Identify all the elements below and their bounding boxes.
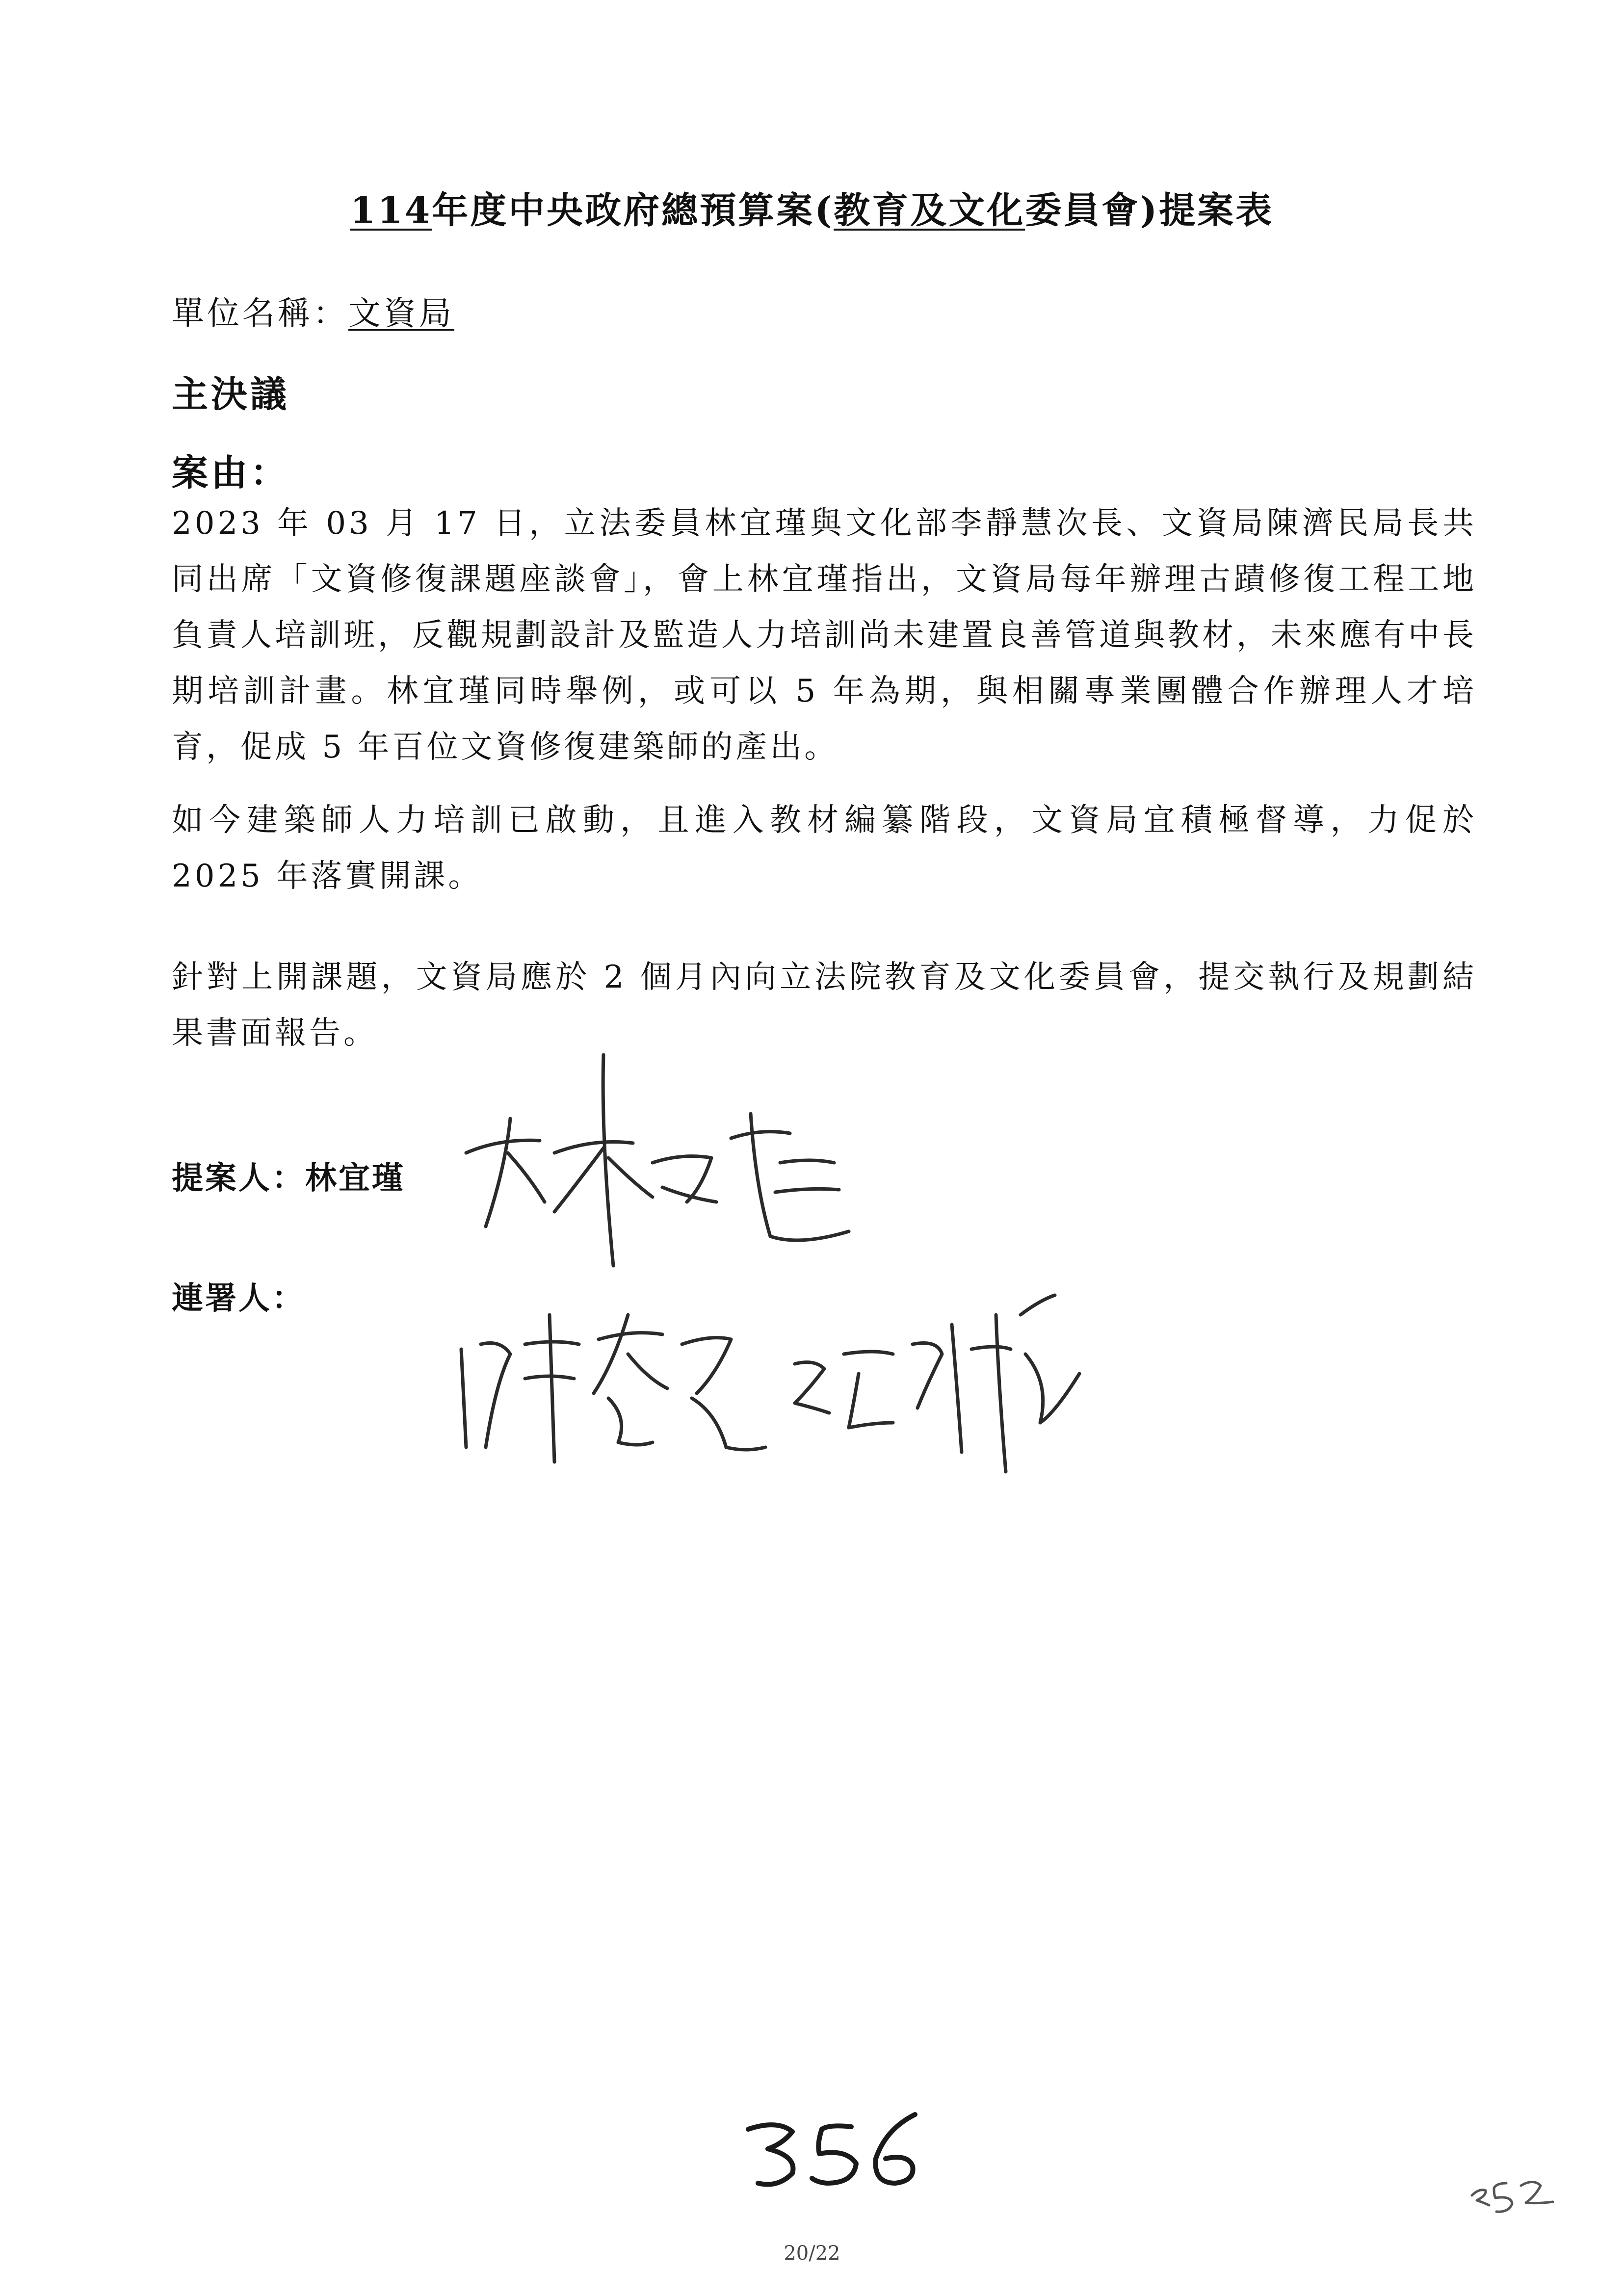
title-committee: 教育及文化 bbox=[834, 189, 1025, 232]
document-title bbox=[0, 182, 1624, 234]
proposer-signature bbox=[456, 1040, 888, 1276]
proposer-label: 提案人： bbox=[172, 1160, 305, 1197]
unit-line bbox=[172, 287, 454, 334]
reason-paragraph-3: 針對上開課題，文資局應於 2 個月內向立法院教育及文化委員會，提交執行及規劃結果書面報告。 bbox=[172, 959, 1477, 1051]
unit-value: 文資局 bbox=[348, 294, 454, 332]
reason-paragraph-1: 2023 年 03 月 17 日，立法委員林宜瑾與文化部李靜慧次長、文資局陳濟民局長共同出席「文資修復課題座談會」，會上林宜瑾指出，文資局每年辦理古蹟修復工程工地負責人培訓班，反觀規劃設計及監造人力培訓尚未建置良善管道與教材，未來應有中長期培訓計畫。林宜瑾同時舉例，或可以 5 年為期，與相關專業團體合作辦理人才培育，促成 5 年百位文資修復建築師的產出。 bbox=[172, 505, 1477, 765]
page-number: 20/22 bbox=[784, 2242, 840, 2265]
handwritten-corner-number bbox=[1467, 2173, 1560, 2219]
title-year: 114 bbox=[350, 189, 432, 232]
title-middle: 年度中央政府總預算案( bbox=[432, 189, 834, 232]
cosigner-signature bbox=[451, 1285, 1109, 1482]
cosigner-label: 連署人： bbox=[172, 1280, 305, 1317]
main-resolution-heading: 主決議 bbox=[172, 373, 289, 416]
reason-paragraph-2: 如今建築師人力培訓已啟動，且進入教材編纂階段，文資局宜積極督導，力促於 2025 年落實開課。 bbox=[172, 802, 1477, 894]
title-end: 委員會)提案表 bbox=[1025, 189, 1274, 232]
proposer-name: 林宜瑾 bbox=[305, 1160, 405, 1197]
unit-label: 單位名稱： bbox=[172, 294, 348, 332]
proposer-line bbox=[172, 1153, 405, 1198]
reason-heading: 案由： bbox=[172, 452, 289, 494]
handwritten-page-number bbox=[738, 2110, 935, 2195]
